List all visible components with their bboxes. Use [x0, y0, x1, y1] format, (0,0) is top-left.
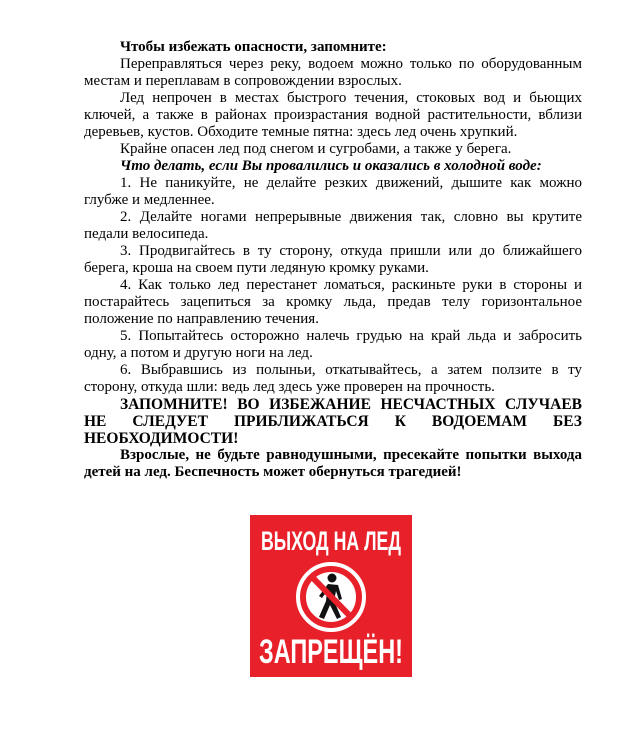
document-body — [84, 39, 582, 481]
step: 5. Попытайтесь осторожно налечь грудью на край льда и забросить одну, а потом и другую ноги на лед. — [84, 328, 582, 361]
heading: Чтобы избежать опасности, запомните: — [120, 39, 387, 55]
step: 1. Не паникуйте, не делайте резких движений, дышите как можно глубже и медленнее. — [84, 175, 582, 208]
paragraph: Крайне опасен лед под снегом и сугробами, а также у берега. — [120, 141, 512, 157]
no-pedestrian-icon — [297, 563, 365, 631]
step: 2. Делайте ногами непрерывные движения так, словно вы крутите педали велосипеда. — [84, 209, 582, 242]
paragraph: Переправляться через реку, водоем можно только по оборудованным местам и переплавам в сопровождении взрослых. — [84, 56, 582, 89]
sign-top-text: ВЫХОД НА ЛЕД — [261, 526, 401, 556]
sign-bottom-text: ЗАПРЕЩЁН! — [259, 633, 403, 671]
step: 3. Продвигайтесь в ту сторону, откуда пришли или до ближайшего берега, кроша на своем пути ледяную кромку руками. — [84, 243, 582, 276]
ice-prohibited-sign — [250, 515, 412, 677]
step: 6. Выбравшись из полыньи, откатывайтесь, а затем ползите в ту сторону, откуда шли: ведь лед здесь уже проверен на прочность. — [84, 362, 582, 395]
appeal: Взрослые, не будьте равнодушными, пресекайте попытки выхода детей на лед. Беспечность может обернуться трагедией! — [84, 447, 582, 480]
warning: ЗАПОМНИТЕ! ВО ИЗБЕЖАНИЕ НЕСЧАСТНЫХ СЛУЧАЕВ НЕ СЛЕДУЕТ ПРИБЛИЖАТЬСЯ К ВОДОЕМАМ БЕЗ НЕОБХОДИМОСТИ! — [84, 396, 582, 447]
subheading: Что делать, если Вы провалились и оказались в холодной воде: — [120, 158, 542, 174]
step: 4. Как только лед перестанет ломаться, раскиньте руки в стороны и постарайтесь зацепиться за кромку льда, предав телу горизонтальное положение по направлению течения. — [84, 277, 582, 327]
paragraph: Лед непрочен в местах быстрого течения, стоковых вод и бьющих ключей, а также в районах произрастания водной растительности, вблизи деревьев, кустов. Обходите темные пятна: здесь лед очень хрупкий. — [84, 90, 582, 140]
